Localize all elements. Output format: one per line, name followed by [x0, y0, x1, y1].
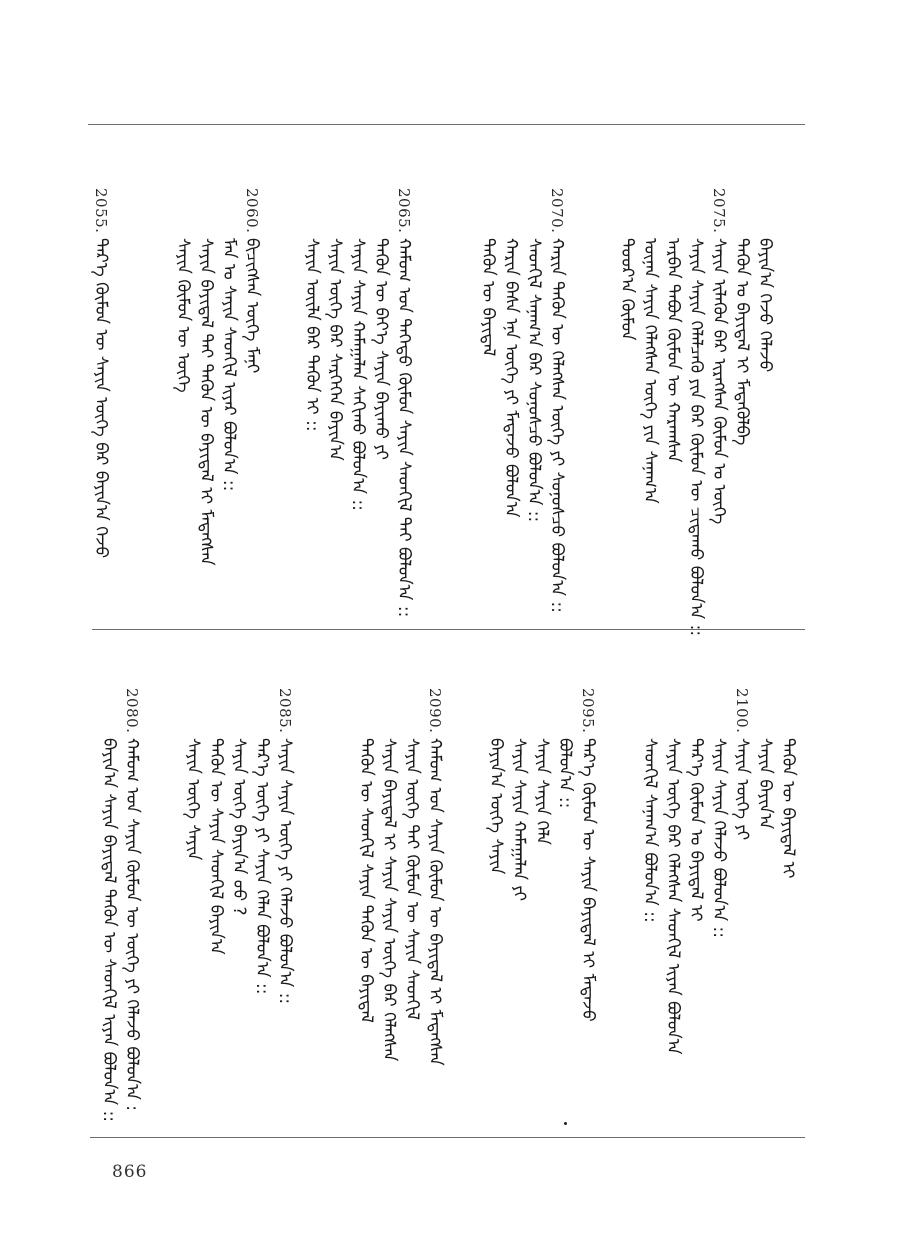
verse-number: 2065.	[395, 188, 413, 234]
verse-number: 2100.	[733, 688, 751, 734]
text-line: ᠲᠡᠷ᠎ᠡ ᠬᠦᠮᠦᠨ ᠦ ᠰᠠᠶᠢᠨ ᠦᠭᠡ ᠪᠡᠷ ᠪᠠᠶᠢᠨ᠎ᠠ ᠭᠡᠵᠦ	[91, 238, 111, 559]
verse-number: 2075.	[710, 188, 728, 234]
verse-number: 2070.	[548, 188, 566, 234]
text-line: ᠲᠡᠭᠦᠨ ᠦ ᠪᠠᠶᠢᠳᠠᠯ ᠢ	[778, 738, 798, 879]
text-line: ᠰᠠᠶᠢᠨ ᠦᠭᠡ ᠶᠢ	[732, 738, 752, 841]
text-line: ᠪᠠᠶᠢᠨ᠎ᠠ ᠰᠠᠶᠢᠨ ᠪᠠᠶᠢᠳᠠᠯ ᠲᠡᠭᠦᠨ ᠦ ᠰᠡᠳᠬᠢᠯ ᠢᠶᠡᠨ ᠪᠣᠯᠤᠨ᠎ᠠ ::	[99, 738, 119, 1123]
text-line: ᠰᠠᠶᠢᠨ ᠪᠠᠶᠢᠳᠠᠯ ᠢ ᠰᠠᠶᠢᠨ ᠰᠠᠶᠢᠨ ᠦᠭᠡ ᠪᠡᠷ ᠬᠡᠯᠡᠭᠰᠡᠨ	[379, 738, 399, 1062]
text-line: ᠪᠠᠶᠢᠨ᠎ᠠ ᠭᠡᠵᠦ ᠬᠡᠯᠡᠵᠦ	[755, 238, 775, 373]
stray-mark	[564, 1122, 567, 1125]
text-line: ᠰᠠᠶᠢᠨ ᠦᠭᠡ ᠲᠠᠢ ᠬᠦᠮᠦᠨ ᠦ ᠰᠠᠶᠢᠨ ᠰᠡᠳᠬᠢᠯ	[402, 738, 422, 1021]
text-line: ᠰᠠᠶᠢᠨ ᠦᠭᠡ ᠪᠠᠷ ᠰᠡᠷᠭᠡᠭᠡᠨ ᠪᠠᠶᠢᠨ᠎ᠠ	[325, 238, 345, 461]
text-line: ᠮᠠᠨ ᠤ ᠰᠠᠶᠢᠨ ᠰᠡᠳᠬᠢᠯ ᠢᠶᠡᠷ ᠪᠣᠯᠤᠨ᠎ᠠ ::	[219, 238, 239, 492]
text-line: ᠰᠠᠶᠢᠨ ᠦᠭᠡ ᠰᠠᠶᠢᠨ	[183, 738, 203, 861]
text-line: ᠲᠡᠭᠦᠨ ᠦ ᠰᠡᠳᠬᠢᠯ ᠰᠠᠶᠢᠨ ᠲᠡᠭᠦᠨ ᠦ ᠪᠠᠶᠢᠳᠠᠯ	[356, 738, 376, 1023]
text-line: ᠰᠠᠶᠢᠨ ᠰᠠᠶᠢᠨ ᠬᠠᠮᠠᠭᠠᠯᠠᠨ ᠰᠠᠬᠢᠬᠤ ᠪᠣᠯᠤᠨ᠎ᠠ ::	[348, 238, 368, 511]
bottom-rule	[90, 1137, 805, 1138]
text-line: ᠲᠡᠭᠦᠨ ᠦ ᠪᠠᠶᠢᠳᠠᠯ	[478, 238, 498, 357]
text-line: ᠲᠡᠭᠦᠨ ᠤ ᠪᠠᠶᠢᠳᠠᠯ ᠢ ᠮᠡᠳᠡᠭᠦᠯᠪᠡ	[732, 238, 752, 446]
text-line: ᠪᠢᠴᠢᠭᠰᠡᠨ ᠦᠭᠡ ᠮᠠᠨᠢ	[242, 238, 262, 374]
text-line: ᠬᠠᠷᠢᠨ ᠲᠡᠭᠦᠨ ᠦ ᠬᠡᠯᠡᠭᠰᠡᠨ ᠦᠭᠡ ᠶᠢ ᠰᠣᠨᠣᠰᠴᠤ ᠪᠣᠯᠤᠨ᠎ᠠ ::	[547, 238, 567, 613]
text-line: ᠰᠡᠳᠬᠢᠯ ᠰᠠᠨᠠᠭ᠎ᠠ ᠪᠡᠷ ᠰᠣᠨᠣᠰᠴᠤ ᠪᠣᠯᠤᠨ᠎ᠠ ::	[524, 238, 544, 523]
text-line: ᠰᠠᠶᠢᠨ ᠦᠢᠯᠡ ᠪᠠᠷ ᠲᠡᠭᠦᠨ ᠢ ::	[302, 238, 322, 432]
text-line: ᠲᠡᠷ᠎ᠡ ᠦᠭᠡ ᠶᠢ ᠰᠠᠶᠢᠨ ᠬᠡᠯᠡᠨ ᠪᠣᠯᠤᠨ᠎ᠠ ::	[252, 738, 272, 995]
text-line: ᠰᠠᠶᠢᠨ ᠰᠠᠶᠢᠨ ᠦᠭᠡ ᠶᠢ ᠬᠡᠯᠡᠵᠦ ᠪᠣᠯᠤᠨ᠎ᠠ ::	[275, 738, 295, 1005]
text-line: ᠰᠠᠶᠢᠨ ᠪᠠᠶᠢᠨ᠎ᠠ	[755, 738, 775, 830]
verse-number: 2080.	[123, 688, 141, 734]
text-line: ᠰᠠᠶᠢᠨ ᠬᠦᠮᠦᠨ ᠦ ᠦᠭᠡ	[173, 238, 193, 393]
verse-number: 2055.	[92, 188, 110, 234]
text-line: ᠲᠡᠷ᠎ᠡ ᠬᠦᠮᠦᠨ ᠤ ᠪᠠᠶᠢᠳᠠᠯ ᠢ	[686, 738, 706, 922]
verse-number: 2060.	[243, 188, 261, 234]
text-line: ᠰᠠᠶᠢᠨ ᠦᠭᠡ ᠪᠡᠷ ᠬᠡᠯᠡᠭᠰᠡᠨ ᠰᠡᠳᠬᠢᠯ ᠢᠶᠡᠨ ᠪᠣᠯᠤᠨ᠎ᠠ	[663, 738, 683, 1055]
text-line: ᠰᠠᠶᠢᠨ ᠢᠯᠡᠭᠦᠨ ᠪᠠᠷ ᠢᠷᠡᠭᠰᠡᠨ ᠬᠦᠮᠦᠨ ᠤ ᠦᠭᠡ	[709, 238, 729, 525]
text-line: ᠰᠠᠶᠢᠨ ᠰᠠᠶᠢᠨ ᠬᠡᠯᠡᠯᠴᠡᠬᠦ ᠶᠢᠨ ᠪᠠᠷ ᠬᠦᠮᠦᠨ ᠦ ᠴᠢᠳᠠᠬᠤ ᠪᠣᠯᠤᠨ᠎ᠠ ::	[686, 238, 706, 637]
text-line: ᠬᠠᠮᠤᠭ ᠤᠨ ᠰᠠᠶᠢᠨ ᠬᠦᠮᠦᠨ ᠦ ᠪᠠᠶᠢᠳᠠᠯ ᠢ ᠮᠡᠳᠡᠭᠰᠡᠨ	[425, 738, 445, 1066]
text-line: ᠰᠡᠳᠬᠢᠯ ᠰᠠᠨᠠᠭ᠎ᠠ ᠪᠣᠯᠤᠨ᠎ᠠ ::	[640, 738, 660, 923]
text-line: ᠠᠷᠪᠠᠨ ᠲᠠᠪᠤᠨ ᠬᠦᠮᠦᠨ ᠦ ᠬᠠᠷᠠᠭᠰᠠᠨ	[663, 238, 683, 463]
text-line: ᠳᠣᠣᠷ᠎ᠠ ᠬᠦᠮᠦᠨ	[617, 238, 637, 341]
text-line: ᠬᠠᠮᠤᠭ ᠤᠨ ᠰᠠᠶᠢᠨ ᠬᠦᠮᠦᠨ ᠦ ᠦᠭᠡ ᠶᠢ ᠬᠡᠯᠡᠵᠦ ᠪᠣᠯᠤᠨ᠎ᠠ :	[122, 738, 142, 1112]
text-line: ᠲᠡᠭᠦᠨ ᠦ ᠪᠡᠶ᠎ᠡ ᠰᠠᠶᠢᠨ ᠪᠠᠶᠢᠬᠤ ᠶᠢ	[371, 238, 391, 460]
text-line: ᠰᠠᠶᠢᠨ ᠰᠠᠶᠢᠨ ᠬᠡᠯᠡᠵᠦ ᠪᠣᠯᠤᠨ᠎ᠠ ::	[709, 738, 729, 939]
text-line: ᠲᠡᠭᠦᠨ ᠦ ᠰᠠᠶᠢᠨ ᠰᠡᠳᠬᠢᠯ ᠪᠠᠶᠢᠨ᠎ᠠ	[206, 738, 226, 955]
text-line: ᠰᠠᠶᠢᠨ ᠦᠭᠡ ᠪᠠᠶᠢᠨ᠎ᠠ ᠤᠤ ?	[229, 738, 249, 916]
verse-number: 2090.	[426, 688, 444, 734]
text-line: ᠰᠠᠶᠢᠨ ᠪᠠᠶᠢᠳᠠᠯ ᠲᠠᠢ ᠲᠡᠭᠦᠨ ᠦ ᠪᠠᠶᠢᠳᠠᠯ ᠢ ᠮᠡᠳᠡᠭᠰᠡᠨ	[196, 238, 216, 566]
text-line: ᠪᠠᠶᠢᠨ᠎ᠠ ᠦᠭᠡ ᠰᠠᠶᠢᠨ	[486, 738, 506, 875]
verse-number: 2095.	[579, 688, 597, 734]
page-number: 866	[112, 1162, 148, 1182]
verse-number: 2085.	[276, 688, 294, 734]
text-line: ᠪᠣᠯᠤᠨ᠎ᠠ ::	[555, 738, 575, 809]
top-rule	[88, 124, 805, 125]
text-line: ᠲᠡᠷ᠎ᠡ ᠬᠦᠮᠦᠨ ᠦ ᠰᠠᠶᠢᠨ ᠪᠠᠶᠢᠳᠠᠯ ᠢ ᠮᠡᠳᠡᠵᠦ	[578, 738, 598, 1022]
text-line: ᠦᠨᠡᠨ ᠰᠠᠶᠢᠨ ᠬᠡᠯᠡᠭᠰᠡᠨ ᠦᠭᠡ ᠶᠢᠨ ᠰᠠᠨᠠᠭ᠎ᠠ	[640, 238, 660, 504]
text-line: ᠬᠠᠮᠤᠭ ᠤᠨ ᠳᠡᠭᠡᠳᠦ ᠬᠦᠮᠦᠨ ᠰᠠᠶᠢᠨ ᠰᠡᠳᠬᠢᠯ ᠲᠡᠢ ᠪᠣᠯᠤᠨ᠎ᠠ ::	[394, 238, 414, 618]
text-line: ᠰᠠᠶᠢᠨ ᠰᠠᠶᠢᠨ ᠬᠡᠯᠡ	[532, 738, 552, 845]
text-line: ᠬᠠᠷᠢᠨ ᠪᠠᠰᠠ ᠡᠨᠡ ᠦᠭᠡ ᠶᠢ ᠮᠡᠳᠡᠵᠦ ᠪᠣᠯᠤᠨ᠎ᠠ	[501, 238, 521, 518]
text-line: ᠰᠠᠶᠢᠨ ᠰᠠᠶᠢᠨ ᠬᠠᠮᠠᠭᠠᠯᠠᠨ ᠶᠢ	[509, 738, 529, 902]
